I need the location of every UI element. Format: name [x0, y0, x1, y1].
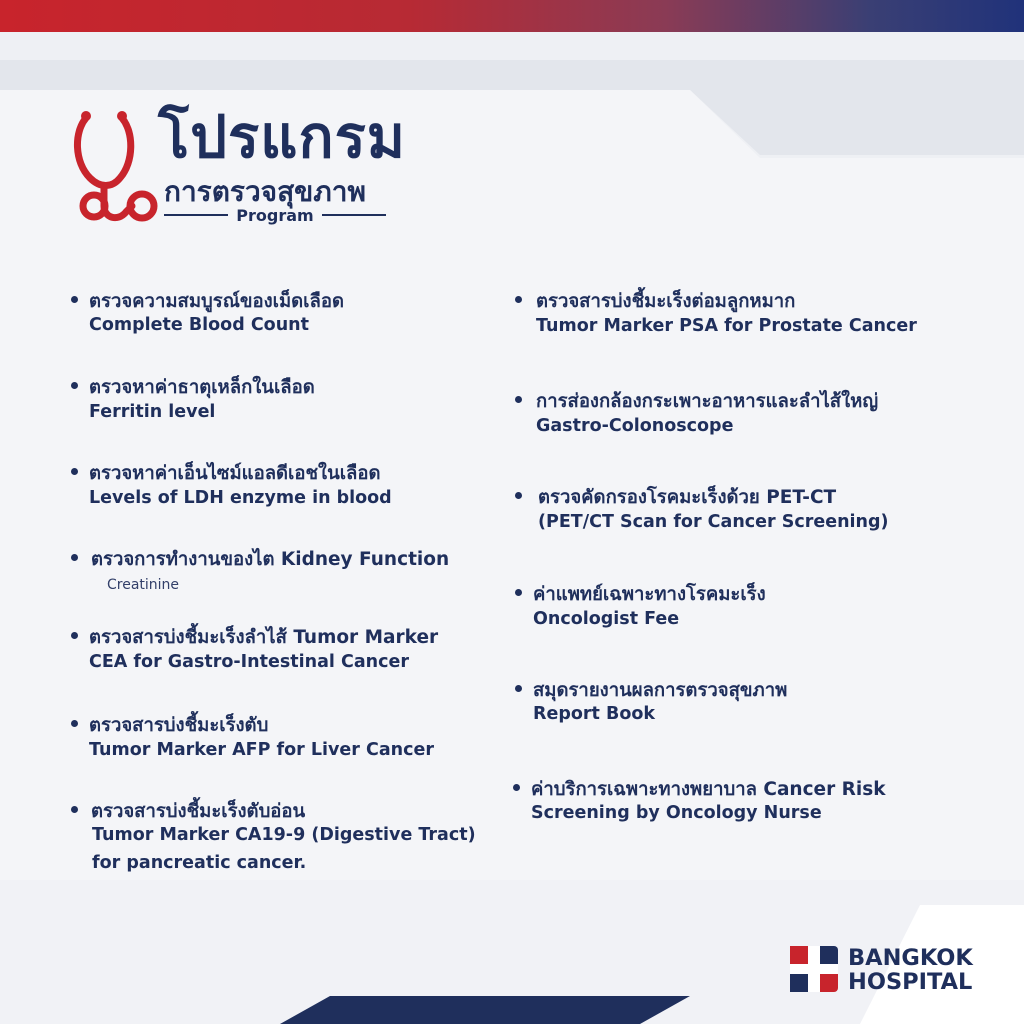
- item-english: (PET/CT Scan for Cancer Screening): [538, 512, 889, 532]
- bullet-icon: [513, 784, 520, 791]
- page-title: โปรแกรม: [158, 103, 407, 171]
- item-english: CEA for Gastro-Intestinal Cancer: [89, 652, 409, 672]
- item-thai: ตรวจสารบ่งชี้มะเร็งตับอ่อน: [91, 801, 306, 822]
- bullet-icon: [515, 685, 522, 692]
- item-thai: ตรวจสารบ่งชี้มะเร็งลำไส้ Tumor Marker: [89, 627, 439, 648]
- brand-name: [848, 946, 973, 994]
- item-thai: การส่องกล้องกระเพาะอาหารและลำไส้ใหญ่: [536, 391, 879, 412]
- item-english: Report Book: [533, 704, 656, 724]
- item-english: Creatinine: [107, 577, 180, 593]
- item-thai: ตรวจสารบ่งชี้มะเร็งตับ: [89, 715, 269, 736]
- bullet-icon: [515, 396, 522, 403]
- bullet-icon: [515, 492, 522, 499]
- stethoscope-icon: [72, 102, 158, 230]
- item-english: Tumor Marker AFP for Liver Cancer: [89, 740, 434, 760]
- item-english: Ferritin level: [89, 402, 216, 422]
- item-english: Tumor Marker PSA for Prostate Cancer: [536, 316, 917, 336]
- item-english: Complete Blood Count: [89, 315, 309, 335]
- item-english: Oncologist Fee: [533, 609, 680, 629]
- program-title-block: [72, 96, 407, 236]
- item-english: Screening by Oncology Nurse: [531, 803, 822, 823]
- item-english: Gastro-Colonoscope: [536, 416, 734, 436]
- page-subtitle: การตรวจสุขภาพ: [164, 175, 366, 208]
- item-english-line2: for pancreatic cancer.: [92, 853, 307, 873]
- item-thai: สมุดรายงานผลการตรวจสุขภาพ: [533, 680, 788, 701]
- item-thai: ตรวจความสมบูรณ์ของเม็ดเลือด: [89, 291, 344, 312]
- bullet-icon: [515, 296, 522, 303]
- bullet-icon: [71, 720, 78, 727]
- bullet-icon: [71, 632, 78, 639]
- item-thai: ค่าบริการเฉพาะทางพยาบาล Cancer Risk: [531, 779, 886, 800]
- item-thai: ตรวจหาค่าธาตุเหล็กในเลือด: [89, 377, 315, 398]
- brand-line-2: HOSPITAL: [848, 969, 973, 995]
- bullet-icon: [71, 296, 78, 303]
- divider-left: [164, 214, 228, 216]
- item-english: Tumor Marker CA19-9 (Digestive Tract): [92, 825, 476, 845]
- program-label-row: [164, 204, 386, 226]
- item-english: Levels of LDH enzyme in blood: [89, 488, 392, 508]
- hospital-cross-icon: [790, 946, 838, 992]
- item-thai: ตรวจสารบ่งชี้มะเร็งต่อมลูกหมาก: [536, 291, 796, 312]
- bangkok-hospital-logo: [790, 946, 1000, 996]
- bullet-icon: [71, 554, 78, 561]
- bullet-icon: [515, 589, 522, 596]
- item-thai: ตรวจการทำงานของไต Kidney Function: [91, 549, 450, 570]
- divider-right: [322, 214, 386, 216]
- item-thai: ตรวจคัดกรองโรคมะเร็งด้วย PET-CT: [538, 487, 837, 508]
- bullet-icon: [71, 468, 78, 475]
- bullet-icon: [71, 806, 78, 813]
- item-thai: ค่าแพทย์เฉพาะทางโรคมะเร็ง: [533, 584, 766, 605]
- item-thai: ตรวจหาค่าเอ็นไซม์แอลดีเอชในเลือด: [89, 463, 381, 484]
- program-label: Program: [236, 205, 314, 225]
- brand-line-1: BANGKOK: [848, 945, 973, 971]
- bullet-icon: [71, 382, 78, 389]
